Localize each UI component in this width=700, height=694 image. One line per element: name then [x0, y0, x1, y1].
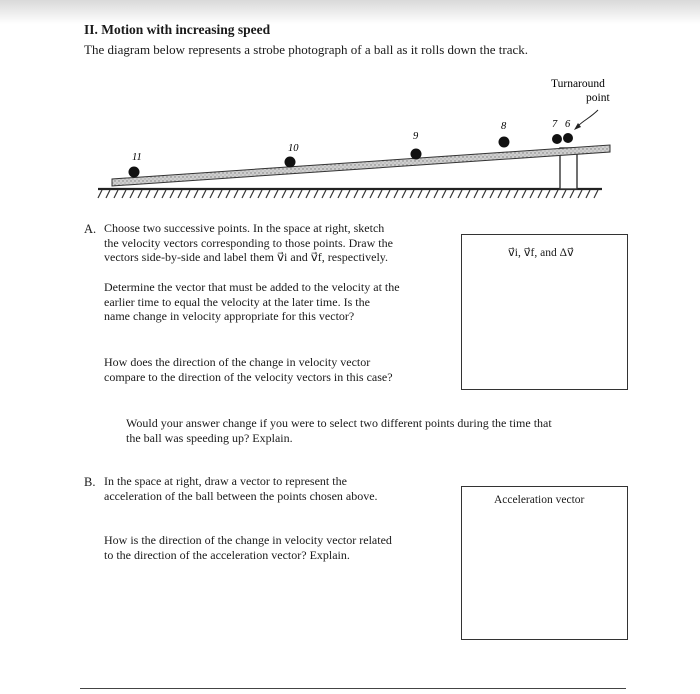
- text-line: acceleration of the ball between the points chosen above.: [104, 488, 378, 503]
- top-shadow: [0, 0, 700, 24]
- label-point-9: 9: [413, 131, 419, 142]
- ground-hatching: [98, 190, 598, 198]
- ball-8: [499, 137, 510, 148]
- acceleration-answer-box[interactable]: [461, 486, 628, 640]
- turnaround-label-line2: point: [586, 92, 610, 104]
- ball-10: [285, 157, 296, 168]
- text-line: the velocity vectors corresponding to those points. Draw the: [104, 235, 393, 250]
- text-line: compare to the direction of the velocity vectors in this case?: [104, 369, 393, 384]
- text-line: to the direction of the acceleration vector? Explain.: [104, 547, 350, 562]
- label-point-11: 11: [132, 152, 142, 163]
- ball-11: [129, 167, 140, 178]
- text-line: the ball was speeding up? Explain.: [126, 430, 293, 445]
- text-line: Choose two successive points. In the space at right, sketch: [104, 221, 385, 235]
- part-a-paragraph-2: [104, 280, 400, 324]
- velocity-box-label: v⃗i, v⃗f, and Δv⃗: [508, 247, 574, 259]
- label-point-7: 7: [552, 119, 558, 130]
- text-line: name change in velocity appropriate for this vector?: [104, 309, 355, 323]
- text-line: earlier time to equal the velocity at the later time. Is the: [104, 294, 370, 309]
- part-b-paragraph-2: [104, 533, 392, 562]
- part-a-letter: A.: [84, 222, 97, 236]
- label-point-8: 8: [501, 121, 507, 132]
- label-point-10: 10: [288, 143, 299, 154]
- section-intro: [84, 42, 528, 58]
- text-line: Would your answer change if you were to select two different points during the time that: [126, 416, 552, 430]
- part-b-paragraph-1: [104, 474, 378, 503]
- ball-6: [563, 133, 573, 143]
- part-a-paragraph-1: [104, 221, 393, 265]
- acceleration-box-label: Acceleration vector: [494, 494, 585, 506]
- inclined-track: [112, 145, 610, 186]
- bottom-rule: [80, 688, 626, 689]
- text-line: In the space at right, draw a vector to represent the: [104, 474, 347, 488]
- velocity-vectors-answer-box[interactable]: [461, 234, 628, 390]
- ball-7: [552, 134, 562, 144]
- turnaround-label-line1: Turnaround: [551, 78, 605, 90]
- ball-9: [411, 149, 422, 160]
- track-diagram: [90, 60, 620, 200]
- section-heading: II. Motion with increasing speed: [84, 22, 271, 37]
- intro-text: The diagram below represents a strobe photograph of a ball as it rolls down the track.: [84, 42, 529, 57]
- turnaround-arrow: [578, 110, 598, 126]
- part-a-paragraph-3: [104, 355, 393, 384]
- label-point-6: 6: [565, 119, 571, 130]
- part-a-paragraph-4: [126, 416, 552, 445]
- part-b-letter: B.: [84, 475, 96, 489]
- text-line: Determine the vector that must be added to the velocity at the: [104, 280, 400, 294]
- text-line: How does the direction of the change in velocity vector: [104, 355, 371, 369]
- text-line: vectors side-by-side and label them v⃗i and v⃗f, respectively.: [104, 250, 388, 264]
- text-line: How is the direction of the change in velocity vector related: [104, 533, 392, 547]
